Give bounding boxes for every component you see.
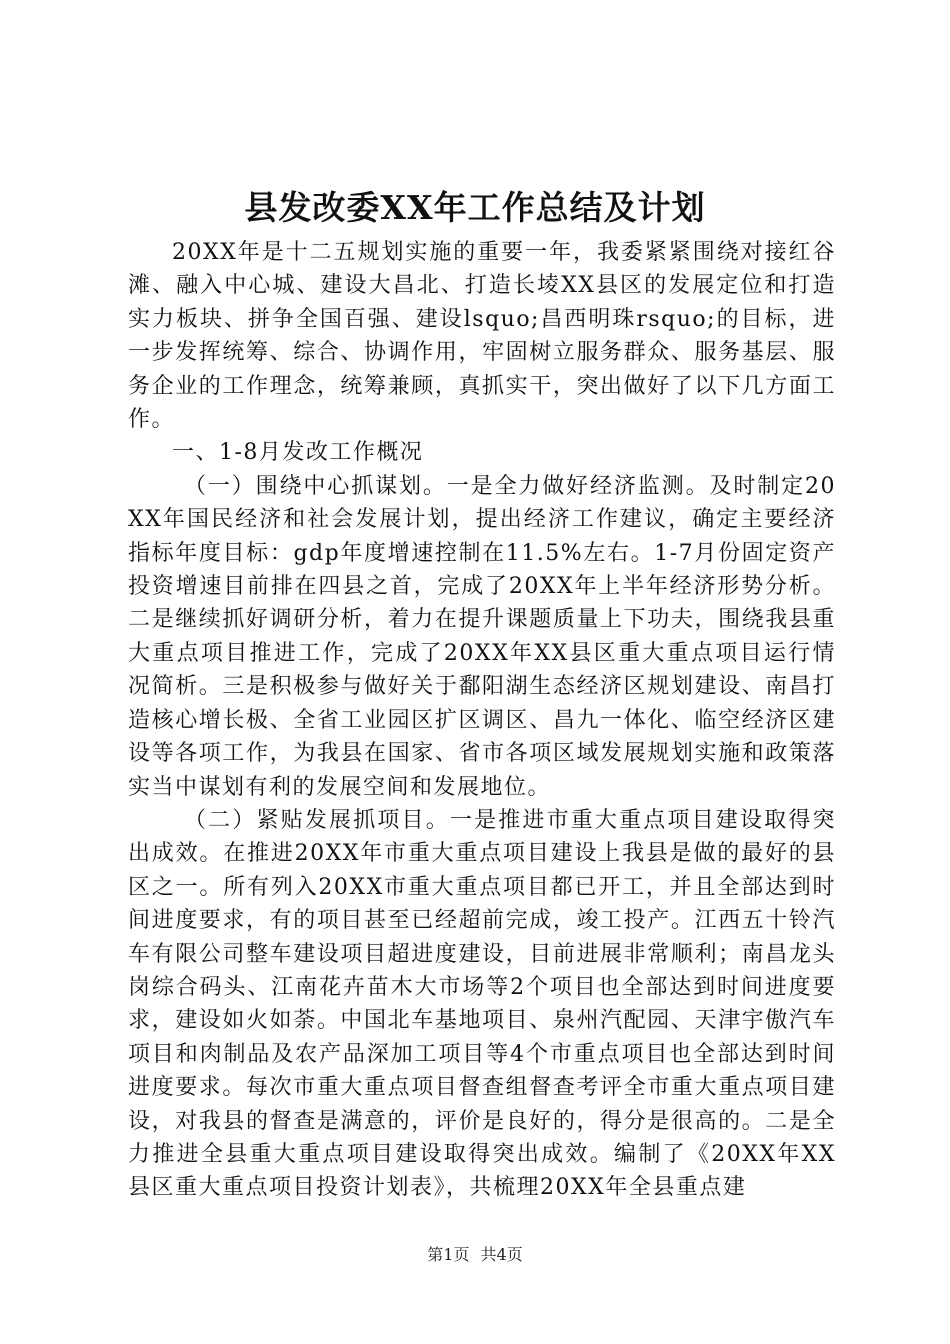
subsection-paragraph-1: （一）围绕中心抓谋划。一是全力做好经济监测。及时制定20XX年国民经济和社会发展计划，提出经济工作建议，确定主要经济指标年度目标：gdp年度增速控制在11.5%左右。1-7月份固定资产投资增速目前排在四县之首，完成了20XX年上半年经济形势分析。二是继续抓好调研分析，着力在提升课题质量上下功夫，围绕我县重大重点项目推进工作，完成了20XX年XX县区重大重点项目运行情况简析。三是积极参与做好关于鄱阳湖生态经济区规划建设、南昌打造核心增长极、全省工业园区扩区调区、昌九一体化、临空经济区建设等各项工作，为我县在国家、省市各项区域发展规划实施和政策落实当中谋划有利的发展空间和发展地位。 — [128, 473, 836, 800]
document-body — [128, 236, 836, 1205]
document-title: 县发改委XX年工作总结及计划 — [244, 188, 706, 227]
page-total: 共4页 — [480, 1245, 523, 1264]
intro-paragraph: 20XX年是十二五规划实施的重要一年，我委紧紧围绕对接红谷滩、融入中心城、建设大昌北、打造长堎XX县区的发展定位和打造实力板块、拼争全国百强、建设lsquo;昌西明珠rsquo;的目标，进一步发挥统筹、综合、协调作用，牢固树立服务群众、服务基层、服务企业的工作理念，统筹兼顾，真抓实干，突出做好了以下几方面工作。 — [128, 240, 836, 433]
section-heading: 一、1-8月发改工作概况 — [172, 440, 424, 466]
page-footer — [0, 1244, 950, 1266]
page-number: 第1页 — [427, 1245, 470, 1264]
subsection-paragraph-2: （二）紧贴发展抓项目。一是推进市重大重点项目建设取得突出成效。在推进20XX年市重大重点项目建设上我县是做的最好的县区之一。所有列入20XX市重大重点项目都已开工，并且全部达到时间进度要求，有的项目甚至已经超前完成，竣工投产。江西五十铃汽车有限公司整车建设项目超进度建设，目前进展非常顺利；南昌龙头岗综合码头、江南花卉苗木大市场等2个项目也全部达到时间进度要求，建设如火如荼。中国北车基地项目、泉州汽配园、天津宇傲汽车项目和肉制品及农产品深加工项目等4个市重点项目也全部达到时间进度要求。每次市重大重点项目督查组督查考评全市重大重点项目建设，对我县的督查是满意的，评价是良好的，得分是很高的。二是全力推进全县重大重点项目建设取得突出成效。编制了《20XX年XX县区重大重点项目投资计划表》，共梳理20XX年全县重点建 — [128, 807, 836, 1201]
